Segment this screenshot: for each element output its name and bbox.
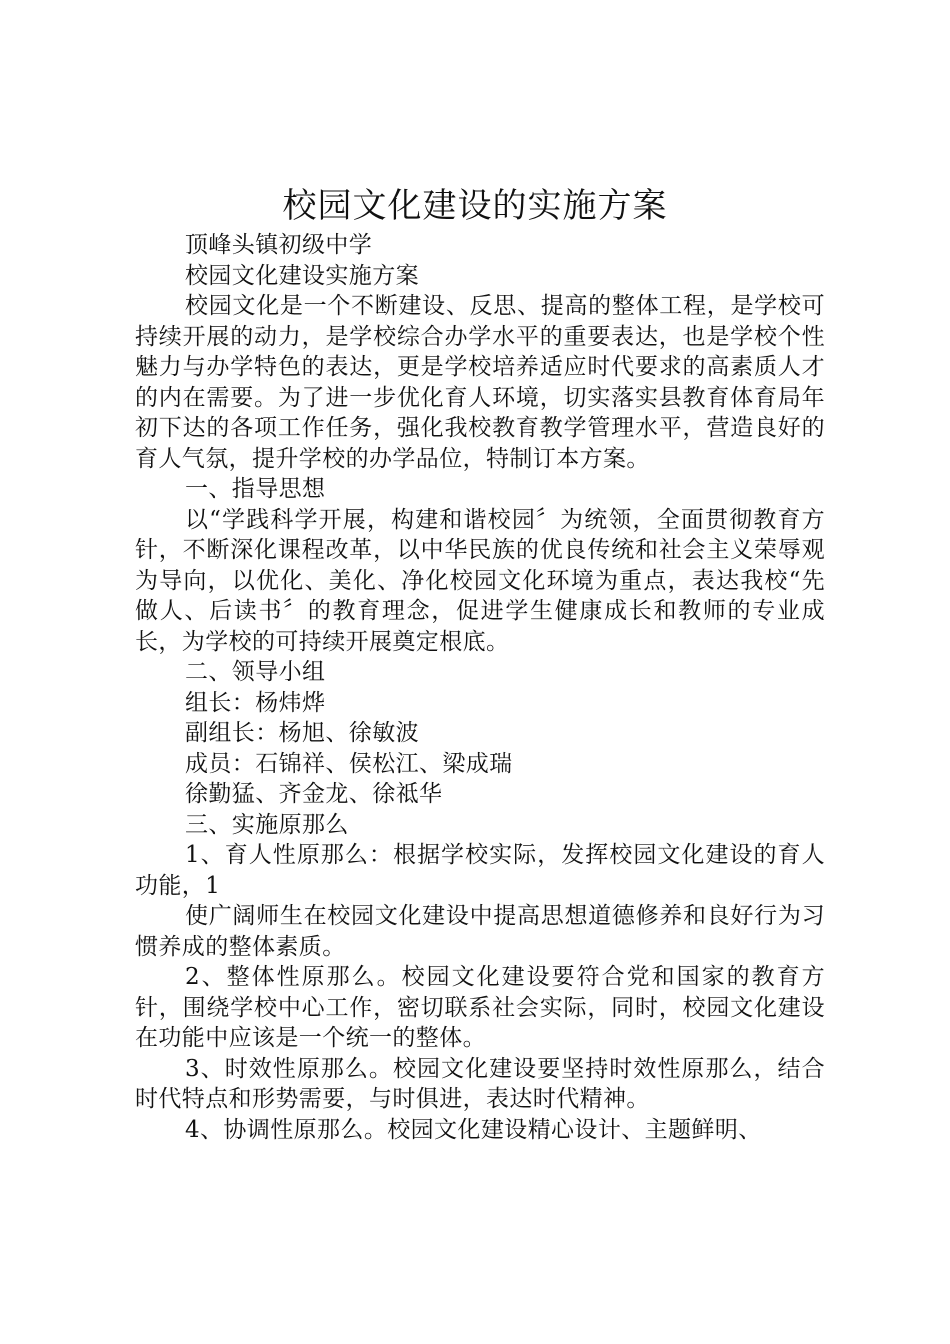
deputy-leader-line: 副组长：杨旭、徐敏波 — [185, 720, 419, 746]
intro-paragraph: 校园文化是一个不断建设、反思、提高的整体工程，是学校可持续开展的动力，是学校综合办学水平的重要表达，也是学校个性魅力与办学特色的表达，更是学校培养适应时代要求的高素质人才的内在需要。为了进一步优化育人环境，切实落实县教育体育局年初下达的各项工作任务，强化我校教育教学管理水平，营造良好的育人气氛，提升学校的办学品位，特制订本方案。 — [135, 293, 825, 472]
guiding-ideology-paragraph: 以“学践科学开展，构建和谐校园〞为统领，全面贯彻教育方针，不断深化课程改革，以中华民族的优良传统和社会主义荣辱观为导向，以优化、美化、净化校园文化环境为重点，表达我校“先做人、后读书〞的教育理念，促进学生健康成长和教师的专业成长，为学校的可持续开展奠定根底。 — [135, 506, 825, 655]
members-line: 成员：石锦祥、侯松江、梁成瑞 — [185, 750, 513, 777]
principle-1-continued-paragraph: 使广阔师生在校园文化建设中提高思想道德修养和良好行为习惯养成的整体素质。 — [135, 903, 825, 960]
document-title: 校园文化建设的实施方案 — [282, 186, 668, 226]
principle-1-paragraph: 1、育人性原那么：根据学校实际，发挥校园文化建设的育人功能，1 — [135, 842, 825, 899]
school-name: 顶峰头镇初级中学 — [185, 232, 373, 258]
section-heading-leadership-group: 二、领导小组 — [185, 659, 326, 685]
section-heading-guiding-ideology: 一、指导思想 — [185, 476, 326, 502]
document-body — [135, 230, 825, 1145]
principle-2-paragraph: 2、整体性原那么。校园文化建设要符合党和国家的教育方针，围绕学校中心工作，密切联系社会实际，同时，校园文化建设在功能中应该是一个统一的整体。 — [135, 964, 825, 1051]
plan-subtitle: 校园文化建设实施方案 — [185, 262, 419, 289]
principle-3-paragraph: 3、时效性原那么。校园文化建设要坚持时效性原那么，结合时代特点和形势需要，与时俱进，表达时代精神。 — [135, 1055, 825, 1112]
section-heading-principles: 三、实施原那么 — [185, 811, 349, 838]
principle-4-paragraph: 4、协调性原那么。校园文化建设精心设计、主题鲜明、 — [185, 1116, 762, 1143]
members-continued-line: 徐勤猛、齐金龙、徐祗华 — [185, 781, 443, 807]
leader-line: 组长：杨炜烨 — [185, 689, 326, 716]
